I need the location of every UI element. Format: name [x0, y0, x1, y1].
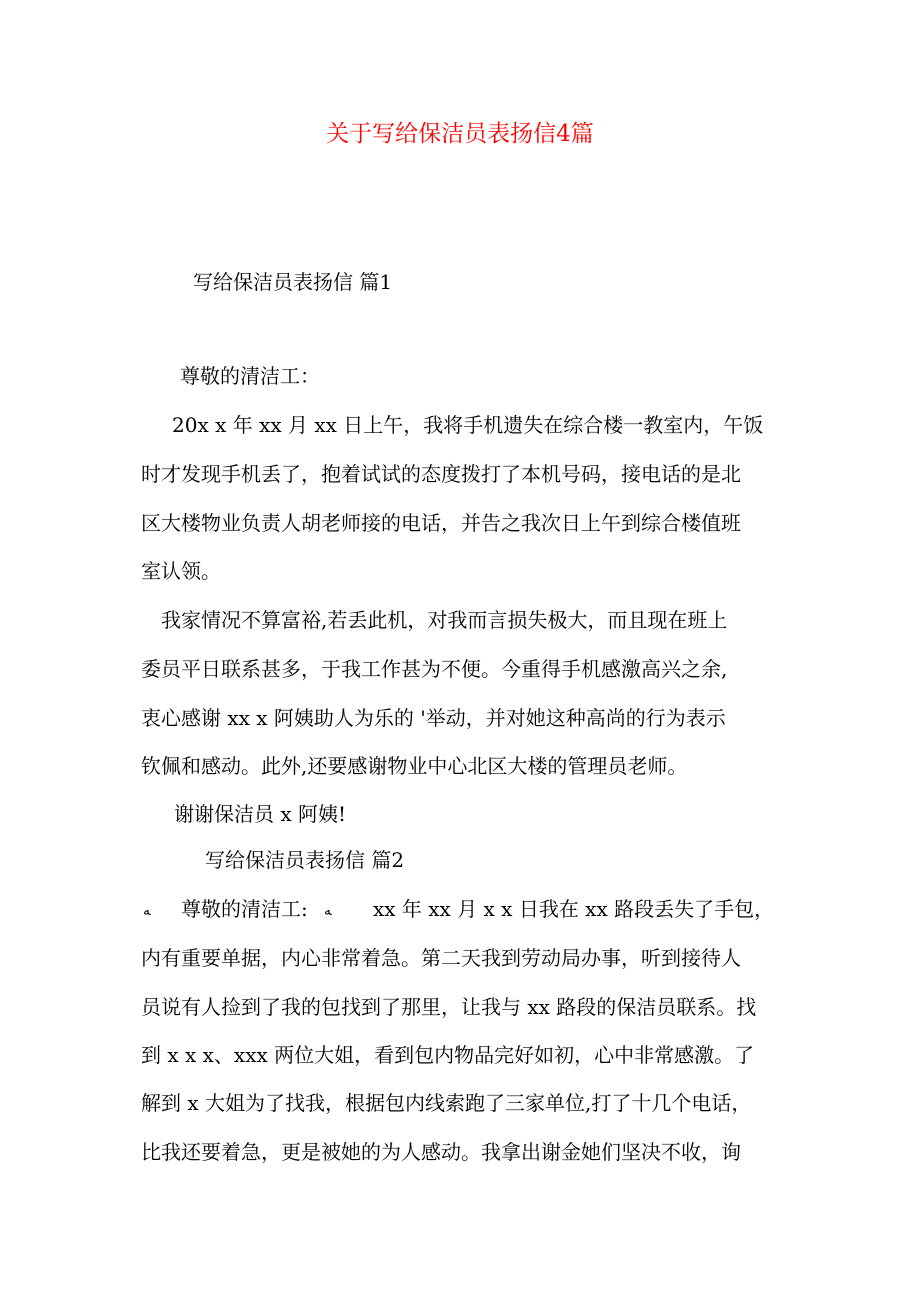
paragraph-1-line-4: 室认领。 — [141, 559, 221, 583]
paragraph-1-line-3: 区大楼物业负责人胡老师接的电话，并告之我次日上午到综合楼值班 — [141, 511, 741, 535]
bullet-icon: ﻪ — [143, 903, 151, 919]
section-1-closing: 谢谢保洁员 x 阿姨! — [174, 802, 347, 826]
paragraph-1-line-1: 20x x 年 xx 月 xx 日上午，我将手机遗失在综合楼一教室内，午饭 — [172, 413, 764, 437]
paragraph-2-line-2: 委员平日联系甚多，于我工作甚为不便。今重得手机感激高兴之余, — [141, 657, 728, 681]
paragraph-3-line-1: xx 年 xx 月 x x 日我在 xx 路段丢失了手包， — [373, 897, 775, 921]
section-1-heading: 写给保洁员表扬信 篇1 — [193, 270, 393, 294]
paragraph-3-line-2: 内有重要单据，内心非常着急。第二天我到劳动局办事，听到接待人 — [141, 946, 741, 970]
section-2-salutation: 尊敬的清洁工: — [181, 897, 308, 921]
document-title: 关于写给保洁员表扬信4篇 — [326, 121, 594, 147]
bullet-icon: ﻪ — [324, 903, 332, 919]
paragraph-3-line-4: 到 x x x、xxx 两位大姐，看到包内物品完好如初，心中非常感激。了 — [141, 1043, 755, 1067]
paragraph-3-line-3: 员说有人捡到了我的包找到了那里，让我与 xx 路段的保洁员联系。找 — [141, 995, 757, 1019]
section-2-heading: 写给保洁员表扬信 篇2 — [205, 848, 405, 872]
paragraph-2-line-3: 衷心感谢 xx x 阿姨助人为乐的 '举动，并对她这种高尚的行为表示 — [141, 706, 726, 730]
paragraph-2-line-4: 钦佩和感动。此外,还要感谢物业中心北区大楼的管理员老师。 — [141, 754, 688, 778]
paragraph-3-line-6: 比我还要着急，更是被她的为人感动。我拿出谢金她们坚决不收，询 — [141, 1140, 741, 1164]
paragraph-2-line-1: 我家情况不算富裕,若丢此机，对我而言损失极大，而且现在班上 — [161, 608, 728, 632]
section-1-salutation: 尊敬的清洁工： — [180, 364, 320, 388]
paragraph-3-line-5: 解到 x 大姐为了找我，根据包内线索跑了三家单位,打了十几个电话， — [141, 1091, 752, 1115]
paragraph-1-line-2: 时才发现手机丢了，抱着试试的态度拨打了本机号码，接电话的是北 — [141, 462, 741, 486]
